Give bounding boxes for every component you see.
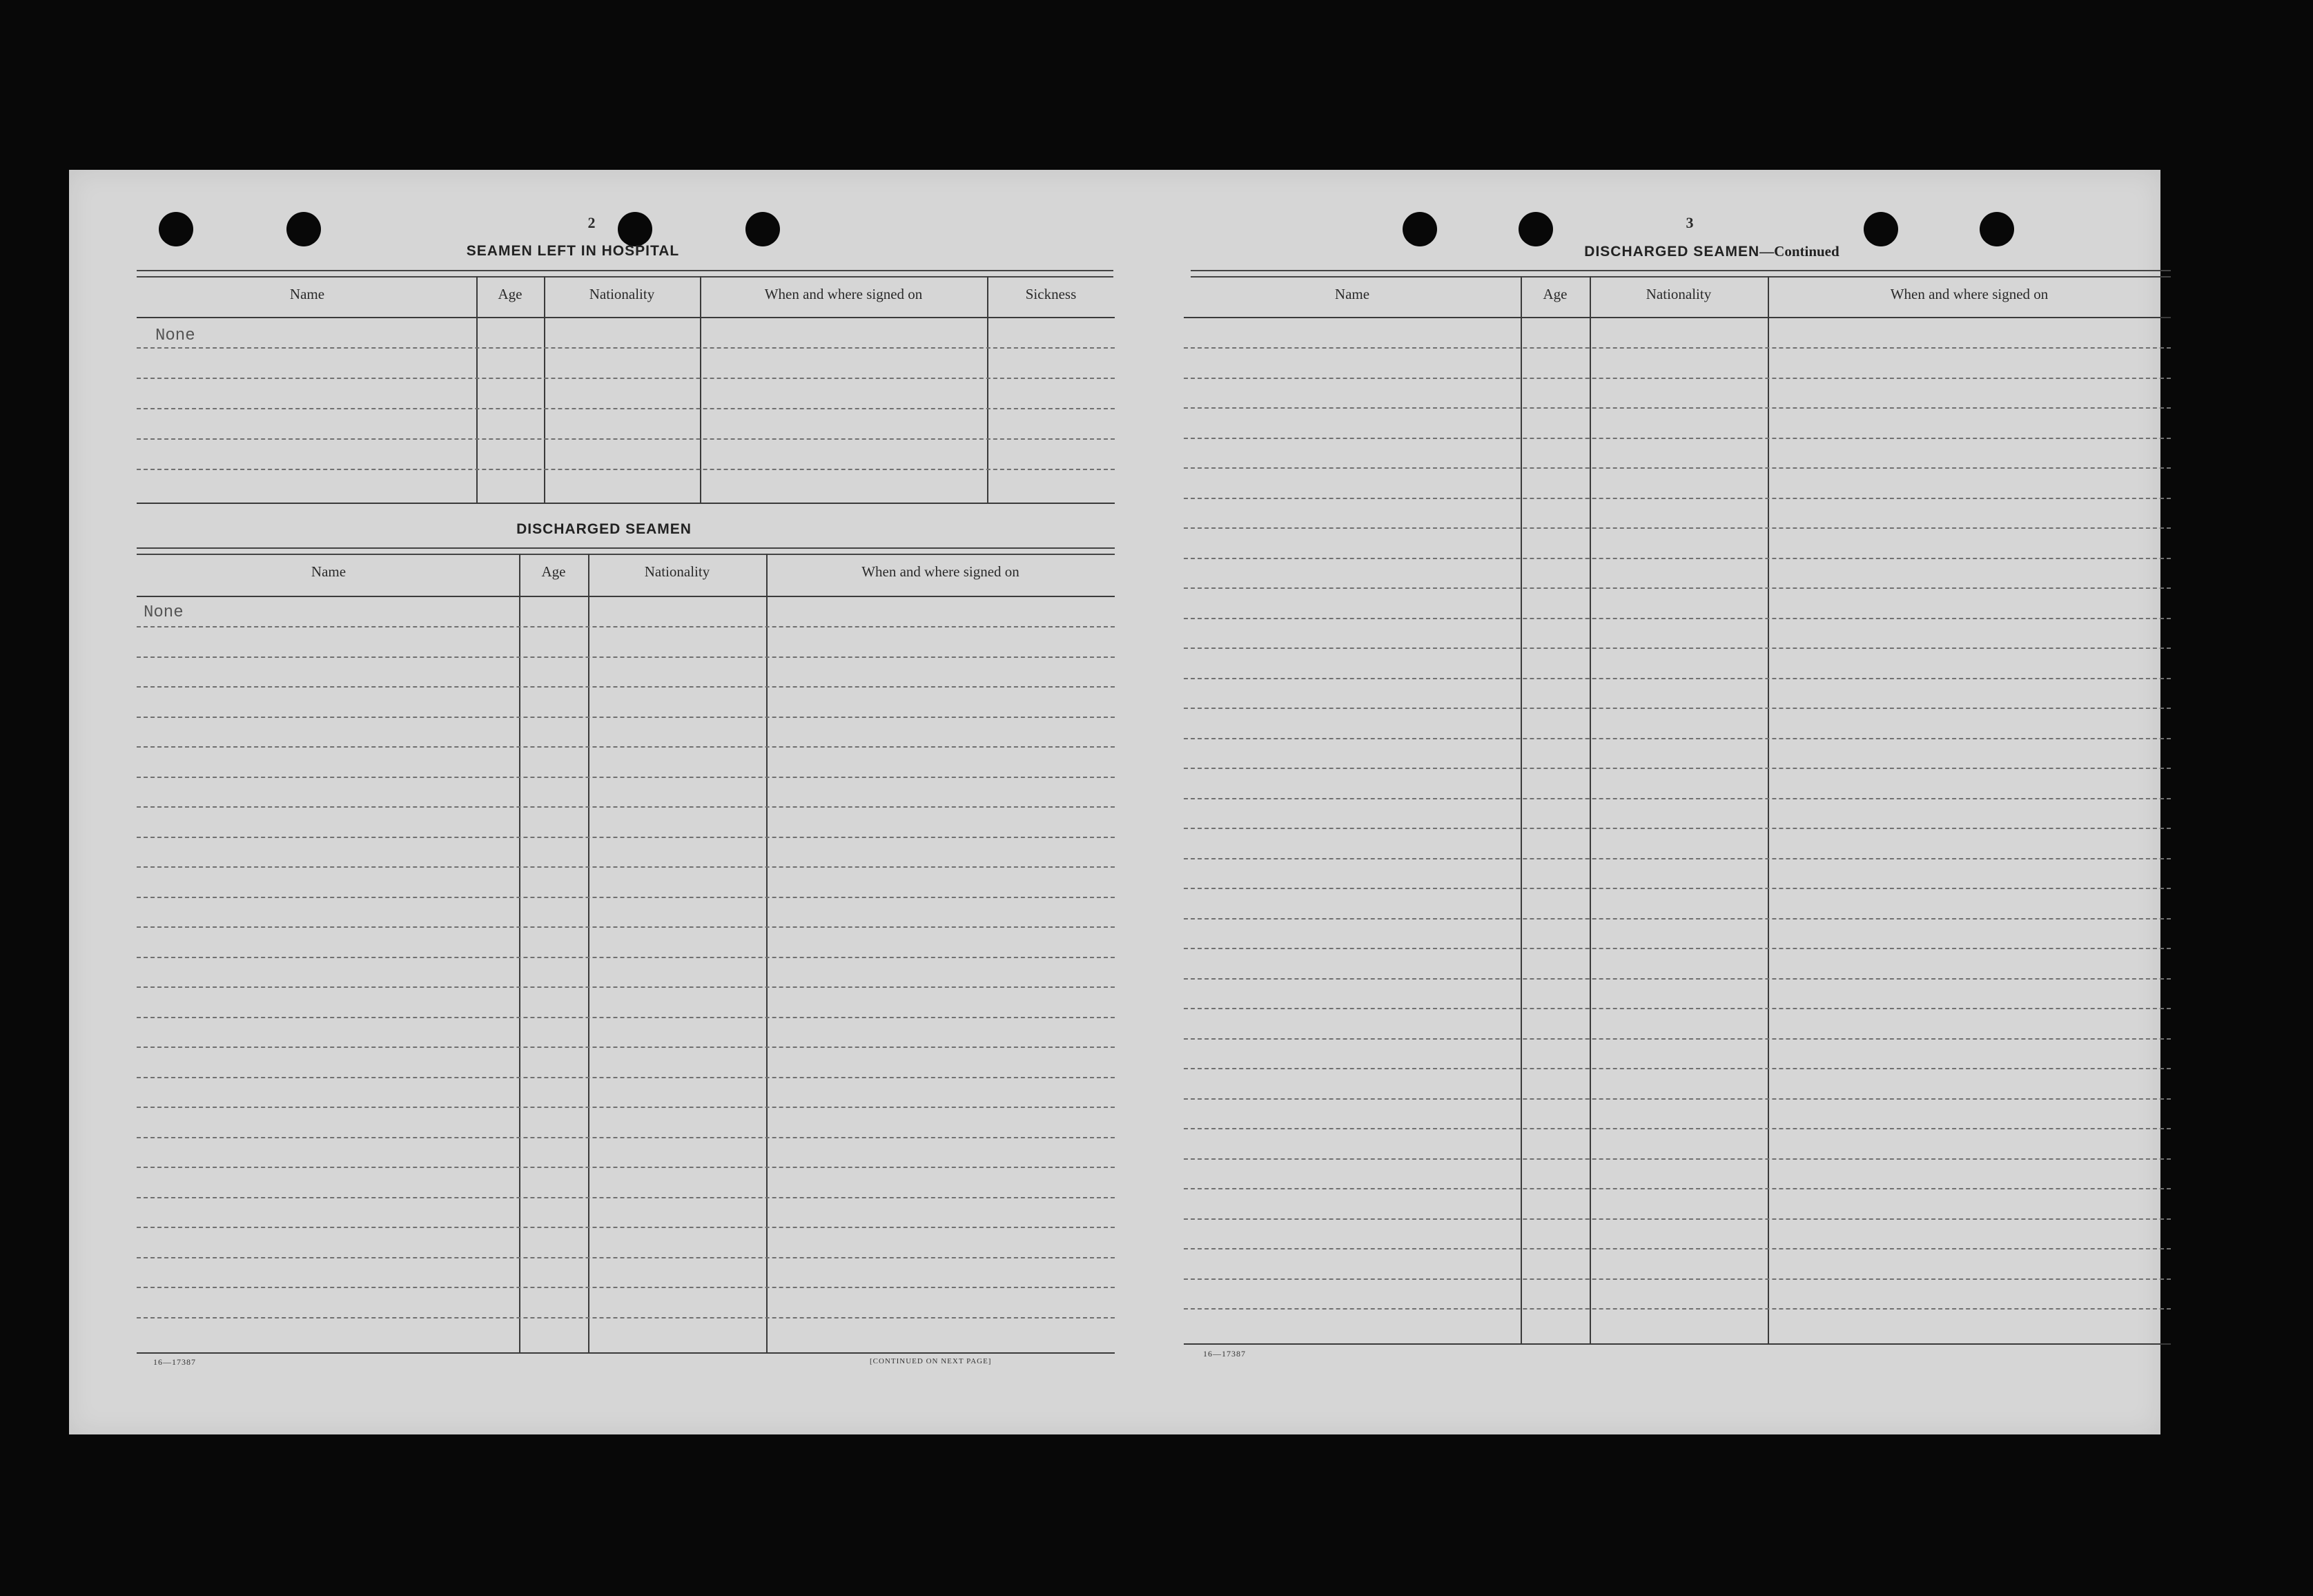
row-line — [1184, 1218, 2171, 1220]
section-title-hospital: SEAMEN LEFT IN HOSPITAL — [466, 243, 680, 259]
column-header-name: Name — [311, 563, 347, 580]
row-line — [137, 1317, 1115, 1318]
column-header-signed-on: When and where signed on — [764, 286, 923, 302]
column-header-age: Age — [1543, 286, 1568, 302]
row-line — [1184, 918, 2171, 919]
document-sheet — [69, 170, 2160, 1434]
page-number: 3 — [1686, 214, 1694, 231]
row-line — [1184, 1068, 2171, 1069]
row-line — [137, 378, 1115, 379]
punch-hole-icon — [1864, 212, 1898, 246]
row-line — [1184, 828, 2171, 829]
row-line — [137, 837, 1115, 838]
punch-hole-icon — [1980, 212, 2014, 246]
row-line — [137, 1017, 1115, 1018]
column-header-name: Name — [1334, 286, 1370, 302]
punch-hole-icon — [159, 212, 193, 246]
column-divider — [1590, 276, 1591, 1345]
punch-hole-icon — [1403, 212, 1437, 246]
row-line — [1184, 1008, 2171, 1009]
row-line — [137, 469, 1115, 470]
row-line — [137, 1167, 1115, 1168]
typed-entry: None — [155, 327, 195, 345]
row-line — [137, 347, 1115, 349]
row-line — [137, 897, 1115, 898]
row-line — [1184, 1308, 2171, 1310]
row-line — [137, 438, 1115, 440]
column-divider — [588, 554, 589, 1352]
row-line — [137, 408, 1115, 409]
table-bottom-rule — [137, 503, 1115, 504]
column-header-signed-on: When and where signed on — [1890, 286, 2049, 302]
row-line — [137, 656, 1115, 658]
column-header-age: Age — [541, 563, 566, 580]
row-line — [137, 717, 1115, 718]
row-line — [137, 746, 1115, 748]
row-line — [137, 986, 1115, 988]
title-main: DISCHARGED SEAMEN — [1584, 244, 1760, 260]
row-line — [137, 806, 1115, 808]
row-line — [137, 866, 1115, 868]
row-line — [1184, 738, 2171, 739]
row-line — [1184, 1038, 2171, 1040]
row-line — [137, 626, 1115, 627]
row-line — [137, 1257, 1115, 1258]
section-title-discharged: DISCHARGED SEAMEN — [516, 521, 692, 537]
row-line — [137, 1287, 1115, 1288]
punch-hole-icon — [1519, 212, 1553, 246]
row-line — [1184, 678, 2171, 679]
row-line — [1184, 618, 2171, 619]
row-line — [1184, 888, 2171, 889]
row-line — [1184, 708, 2171, 709]
section-rule — [137, 270, 1113, 278]
row-line — [1184, 768, 2171, 769]
row-line — [1184, 527, 2171, 529]
row-line — [137, 777, 1115, 778]
section-title-discharged-continued — [1450, 243, 1974, 260]
row-line — [137, 1137, 1115, 1138]
column-header-nationality: Nationality — [1646, 286, 1712, 302]
table-bottom-rule — [137, 1352, 1115, 1354]
row-line — [1184, 858, 2171, 859]
form-number: 16—17387 — [153, 1357, 196, 1367]
row-line — [1184, 1188, 2171, 1189]
row-line — [1184, 948, 2171, 949]
column-divider — [1521, 276, 1522, 1345]
row-line — [1184, 1248, 2171, 1249]
row-line — [1184, 498, 2171, 499]
row-line — [137, 957, 1115, 958]
row-line — [1184, 1098, 2171, 1100]
column-header-sickness: Sickness — [1025, 286, 1077, 302]
row-line — [1184, 558, 2171, 559]
row-line — [1184, 347, 2171, 349]
section-rule — [137, 547, 1115, 555]
column-header-signed-on: When and where signed on — [861, 563, 1019, 580]
row-line — [1184, 1278, 2171, 1280]
title-continued: —Continued — [1759, 243, 1839, 260]
punch-hole-icon — [745, 212, 780, 246]
row-line — [137, 926, 1115, 928]
row-line — [1184, 648, 2171, 649]
row-line — [1184, 407, 2171, 409]
header-rule — [1184, 317, 2171, 318]
column-header-nationality: Nationality — [589, 286, 655, 302]
column-divider — [766, 554, 768, 1352]
column-header-age: Age — [498, 286, 523, 302]
row-line — [1184, 978, 2171, 980]
row-line — [137, 1077, 1115, 1078]
table-bottom-rule — [1184, 1343, 2171, 1345]
row-line — [137, 1047, 1115, 1048]
row-line — [1184, 467, 2171, 469]
row-line — [1184, 587, 2171, 589]
row-line — [1184, 438, 2171, 439]
typed-entry: None — [144, 603, 184, 622]
row-line — [1184, 378, 2171, 379]
column-divider — [519, 554, 520, 1352]
column-divider — [1768, 276, 1769, 1345]
punch-hole-icon — [286, 212, 321, 246]
form-number: 16—17387 — [1203, 1349, 1246, 1359]
header-rule — [137, 596, 1115, 597]
page-number: 2 — [587, 214, 596, 231]
row-line — [137, 1197, 1115, 1198]
column-header-nationality: Nationality — [644, 563, 710, 580]
row-line — [137, 1107, 1115, 1108]
row-line — [1184, 798, 2171, 799]
section-rule — [1191, 270, 2171, 278]
row-line — [1184, 1158, 2171, 1160]
row-line — [137, 686, 1115, 688]
header-rule — [137, 317, 1115, 318]
row-line — [1184, 1128, 2171, 1129]
row-line — [137, 1227, 1115, 1228]
continued-note: [CONTINUED ON NEXT PAGE] — [870, 1357, 992, 1365]
column-header-name: Name — [289, 286, 325, 302]
